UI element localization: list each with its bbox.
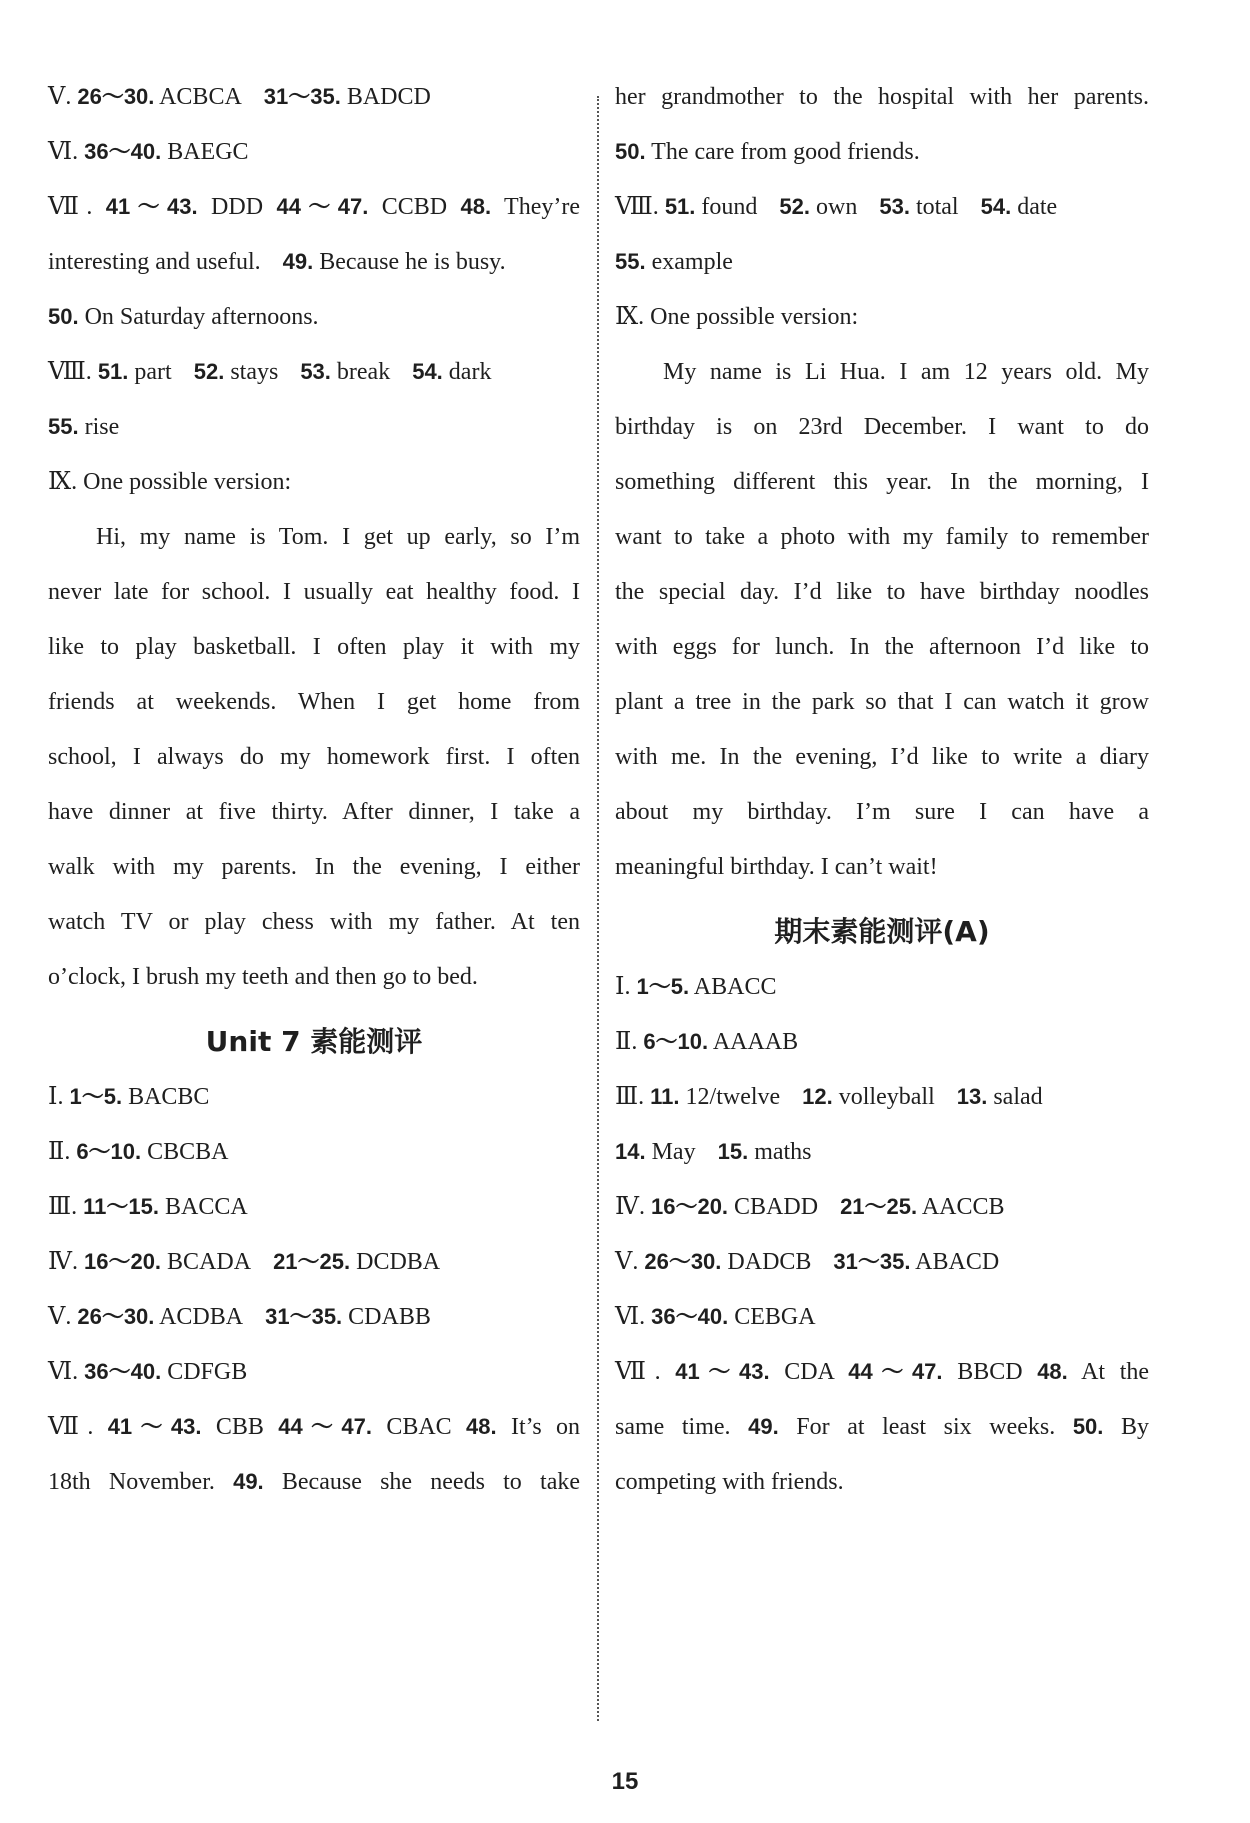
- essay-line: with me. In the evening, I’d like to write a diary: [615, 744, 1149, 770]
- answer-line: Ⅰ. 1～5. BACBC: [48, 1084, 210, 1110]
- answer-line: Ⅲ. 11～15. BACCA: [48, 1194, 248, 1220]
- essay-line: about my birthday. I’m sure I can have a: [615, 799, 1149, 825]
- essay-line: Hi, my name is Tom. I get up early, so I’m: [96, 524, 580, 550]
- essay-line: the special day. I’d like to have birthday noodles: [615, 579, 1149, 605]
- answer-line: Ⅲ. 11. 12/twelve 12. volleyball 13. salad: [615, 1084, 1043, 1110]
- answer-line: same time. 49. For at least six weeks. 50. By: [615, 1414, 1149, 1440]
- page-number: 15: [611, 1768, 639, 1795]
- essay-line: watch TV or play chess with my father. At ten: [48, 909, 580, 935]
- answer-line: Ⅷ. 51. part 52. stays 53. break 54. dark: [48, 359, 492, 385]
- essay-line: never late for school. I usually eat healthy food. I: [48, 579, 580, 605]
- section-title: 期末素能测评(A): [774, 915, 990, 948]
- answer-line: Ⅵ. 36～40. BAEGC: [48, 139, 249, 165]
- answer-line: Ⅶ. 41～43. DDD 44～47. CCBD 48. They’re: [48, 194, 580, 220]
- answer-line: 14. May 15. maths: [615, 1139, 812, 1165]
- answer-line: 50. The care from good friends.: [615, 139, 920, 165]
- answer-line: Ⅴ. 26～30. DADCB 31～35. ABACD: [615, 1249, 1000, 1275]
- essay-line: school, I always do my homework first. I often: [48, 744, 580, 770]
- answer-line: Ⅱ. 6～10. AAAAB: [615, 1029, 799, 1055]
- answer-line: Ⅳ. 16～20. BCADA 21～25. DCDBA: [48, 1249, 441, 1275]
- essay-line: have dinner at five thirty. After dinner, I take a: [48, 799, 580, 825]
- column-divider: [597, 96, 599, 1721]
- answer-line: 55. rise: [48, 414, 120, 440]
- answer-line: 55. example: [615, 249, 733, 275]
- answer-line: Ⅴ. 26～30. ACBCA 31～35. BADCD: [48, 84, 431, 110]
- answer-line: Ⅰ. 1～5. ABACC: [615, 974, 777, 1000]
- answer-line: Ⅸ. One possible version:: [48, 469, 292, 495]
- essay-line: something different this year. In the morning, I: [615, 469, 1149, 495]
- essay-line: walk with my parents. In the evening, I either: [48, 854, 580, 880]
- answer-line: Ⅵ. 36～40. CEBGA: [615, 1304, 816, 1330]
- answer-line: Ⅶ. 41～43. CBB 44～47. CBAC 48. It’s on: [48, 1414, 581, 1440]
- answer-line: her grandmother to the hospital with her parents.: [615, 84, 1149, 110]
- answer-line: 18th November. 49. Because she needs to take: [48, 1469, 580, 1495]
- essay-line: want to take a photo with my family to remember: [615, 524, 1149, 550]
- answer-line: Ⅵ. 36～40. CDFGB: [48, 1359, 248, 1385]
- answer-line: interesting and useful. 49. Because he is busy.: [48, 249, 506, 275]
- essay-line: friends at weekends. When I get home from: [48, 689, 580, 715]
- essay-line: My name is Li Hua. I am 12 years old. My: [663, 359, 1149, 385]
- answer-line: Ⅶ. 41～43. CDA 44～47. BBCD 48. At the: [615, 1359, 1150, 1385]
- essay-line: plant a tree in the park so that I can watch it grow: [615, 689, 1149, 715]
- essay-line: o’clock, I brush my teeth and then go to bed.: [48, 964, 478, 990]
- answer-line: Ⅸ. One possible version:: [615, 304, 859, 330]
- answer-line: competing with friends.: [615, 1469, 844, 1495]
- essay-line: with eggs for lunch. In the afternoon I’d like to: [615, 634, 1149, 660]
- essay-line: meaningful birthday. I can’t wait!: [615, 854, 938, 880]
- answer-line: Ⅱ. 6～10. CBCBA: [48, 1139, 229, 1165]
- answer-line: Ⅳ. 16～20. CBADD 21～25. AACCB: [615, 1194, 1005, 1220]
- essay-line: birthday is on 23rd December. I want to do: [615, 414, 1149, 440]
- answer-line: 50. On Saturday afternoons.: [48, 304, 319, 330]
- answer-line: Ⅷ. 51. found 52. own 53. total 54. date: [615, 194, 1058, 220]
- section-title: Unit 7 素能测评: [205, 1025, 423, 1058]
- answer-line: Ⅴ. 26～30. ACDBA 31～35. CDABB: [48, 1304, 431, 1330]
- essay-line: like to play basketball. I often play it with my: [48, 634, 580, 660]
